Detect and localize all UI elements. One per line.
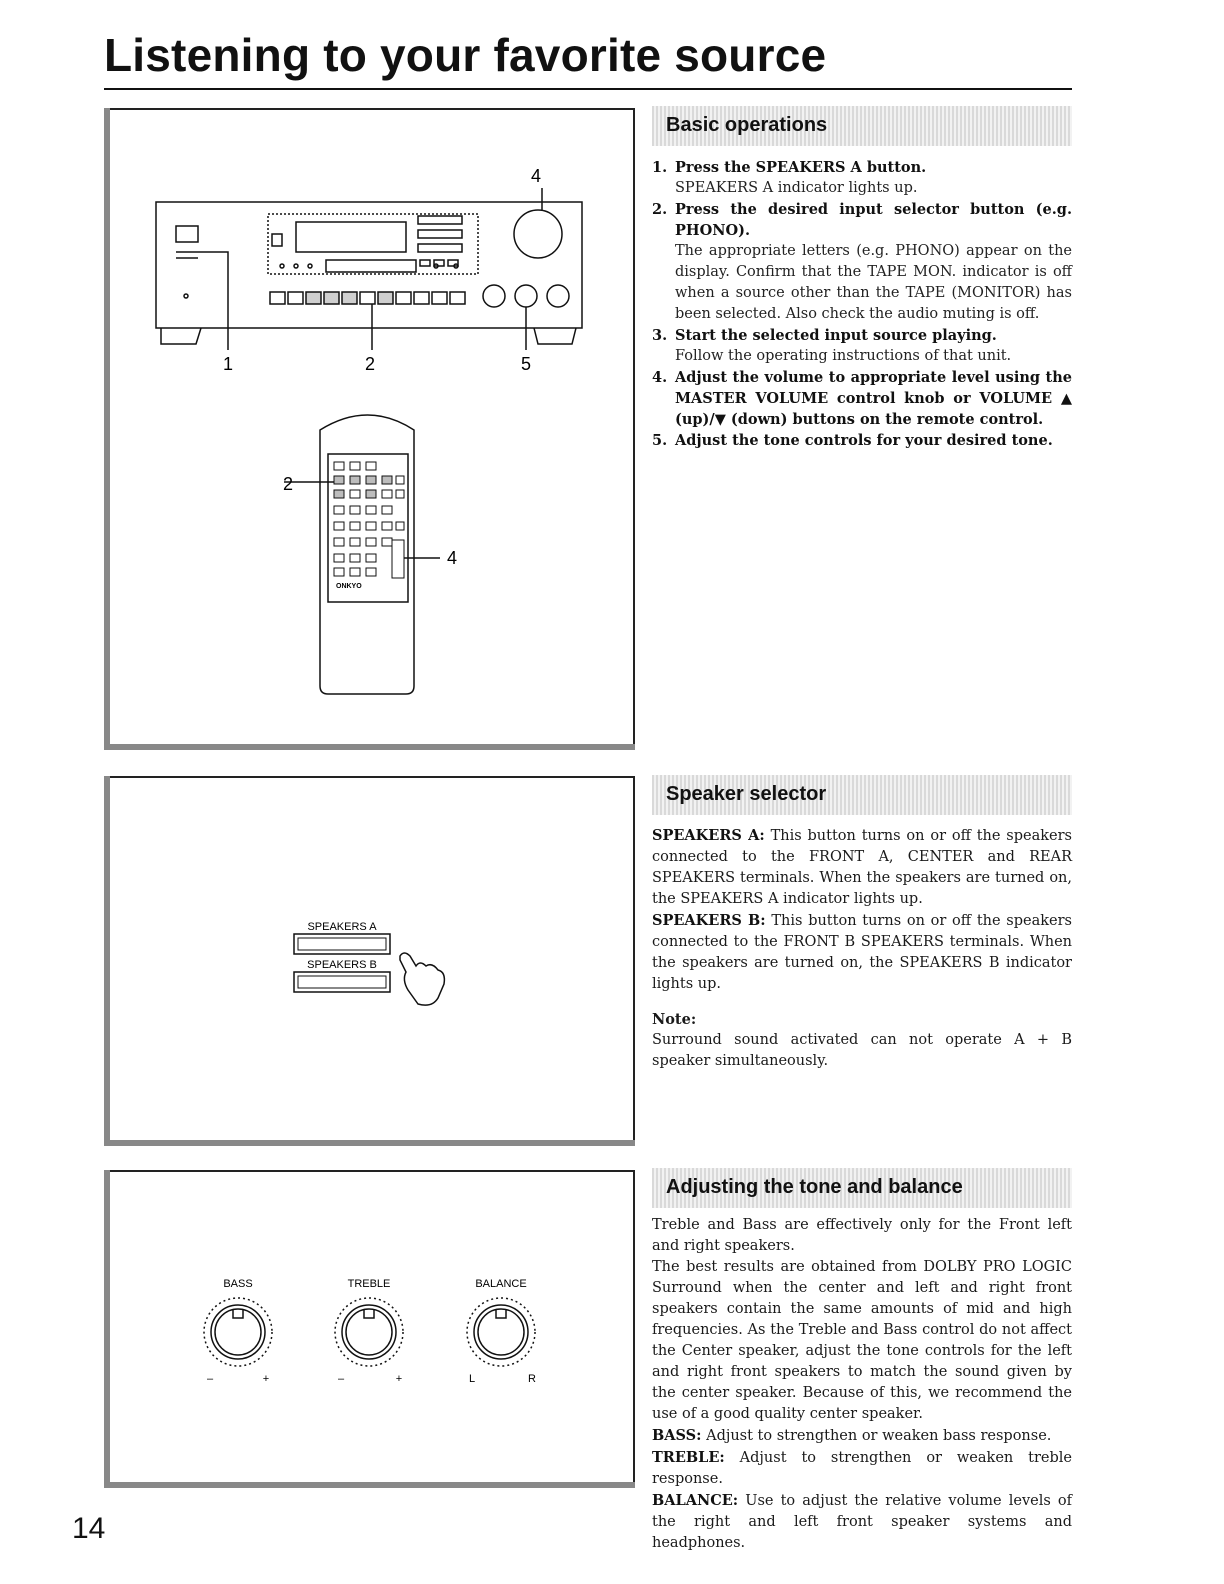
speakers-b-description: SPEAKERS B: This button turns on or off the speakers connected to the FRONT B SPEAKERS terminals. When the speakers are turned on, the SPEAKERS B indicator lights up.	[652, 912, 1072, 992]
balance-max: R	[528, 1373, 536, 1385]
page-title: Listening to your favorite source	[104, 29, 827, 81]
display-indicator	[272, 234, 282, 246]
callout-4: 4	[530, 166, 542, 186]
speakers-a-button[interactable]	[294, 934, 390, 954]
figure-speaker-buttons	[104, 776, 635, 1146]
speaker-selector-title: Speaker selector	[666, 783, 827, 805]
tone-balance-heading	[652, 1168, 1072, 1208]
speakers-b-button[interactable]	[294, 972, 390, 992]
page-number: 14	[72, 1512, 106, 1545]
callout-1: 1	[222, 354, 234, 374]
note-text: Surround sound activated can not operate A + B speaker simultaneously.	[652, 1032, 1072, 1069]
step-5: 5. Adjust the tone controls for your desired tone.	[652, 432, 1053, 449]
display-bar	[326, 260, 416, 272]
remote-callout-4: 4	[446, 548, 458, 568]
treble-label: TREBLE	[347, 1278, 391, 1290]
power-indicator	[176, 226, 198, 242]
bass-min: –	[206, 1373, 214, 1385]
basic-operations-heading	[652, 106, 1072, 146]
receiver-illustration	[156, 188, 582, 350]
treble-min: –	[337, 1373, 345, 1385]
speakers-a-label: SPEAKERS A	[307, 921, 377, 933]
step-4: 4. Adjust the volume to appropriate level using the MASTER VOLUME control knob or VOLUME ▲ (up)/▼ (down) buttons on the remote control.	[652, 369, 1072, 428]
balance-min: L	[468, 1373, 476, 1385]
tone-knob-2	[515, 285, 537, 307]
treble-knob[interactable]	[335, 1298, 403, 1366]
balance-label: BALANCE	[475, 1278, 527, 1290]
remote-buttons	[334, 462, 404, 578]
step-1: 1. Press the SPEAKERS A button. SPEAKERS A indicator lights up.	[652, 159, 927, 196]
tone-balance-text	[652, 1215, 1072, 1554]
tone-knob-3	[547, 285, 569, 307]
treble-description: TREBLE: Adjust to strengthen or weaken treble response.	[652, 1449, 1072, 1487]
remote-volume-buttons	[392, 540, 404, 578]
master-volume-knob	[514, 210, 562, 258]
display-dot	[280, 264, 284, 268]
callout-2: 2	[364, 354, 376, 374]
speakers-b-label: SPEAKERS B	[307, 959, 377, 971]
receiver-foot-left	[161, 328, 201, 344]
treble-max: +	[395, 1373, 403, 1385]
remote-callout-2: 2	[282, 474, 294, 494]
balance-description: BALANCE: Use to adjust the relative volume levels of the right and left front speaker systems and headphones.	[652, 1492, 1072, 1551]
tone-knob-1	[483, 285, 505, 307]
hand-pointer-icon	[400, 953, 444, 1005]
figure-tone-knobs	[104, 1170, 635, 1488]
speaker-buttons-illustration	[106, 778, 635, 1146]
bass-max: +	[262, 1373, 270, 1385]
speakers-a-description: SPEAKERS A: This button turns on or off the speakers connected to the FRONT A, CENTER and REAR SPEAKERS terminals. When the speakers are turned on, the SPEAKERS A indicator lights up.	[652, 827, 1072, 907]
power-led	[184, 294, 188, 298]
tone-paragraph-2: The best results are obtained from DOLBY PRO LOGIC Surround when the center and left and right front speakers contain the same amounts of mid and high frequencies. As the Treble and Bass control do not affect the Center speaker, adjust the tone controls for the left and right front speakers to match the sound given by the center speaker. Because of this, we recommend the use of a good quality center speaker.	[652, 1259, 1072, 1422]
bass-knob[interactable]	[204, 1298, 272, 1366]
speaker-selector-heading	[652, 775, 1072, 815]
leader-line-1	[198, 252, 228, 350]
step-2: 2. Press the desired input selector button (e.g. PHONO). The appropriate letters (e.g. PHONO) appear on the display. Confirm that the TAPE MON. indicator is off when a source other than the TAPE (MONITOR) has been selected. Also check the audio muting is off.	[652, 201, 1072, 322]
speaker-selector-text	[652, 825, 1072, 1072]
receiver-foot-right	[534, 328, 576, 344]
balance-knob[interactable]	[467, 1298, 535, 1366]
input-selector-buttons	[270, 292, 465, 304]
bass-description: BASS: Adjust to strengthen or weaken bass response.	[652, 1427, 1052, 1444]
remote-illustration	[284, 415, 440, 694]
display-window	[296, 222, 406, 252]
note-label: Note:	[652, 1011, 697, 1028]
basic-operations-title: Basic operations	[666, 114, 828, 136]
tone-balance-title: Adjusting the tone and balance	[666, 1176, 963, 1198]
bass-label: BASS	[223, 1278, 253, 1290]
step-3: 3. Start the selected input source playing. Follow the operating instructions of that unit.	[652, 327, 1012, 364]
callout-5: 5	[520, 354, 532, 374]
tone-paragraph-1: Treble and Bass are effectively only for the Front left and right speakers.	[652, 1217, 1072, 1254]
receiver-remote-illustration	[106, 110, 635, 750]
figure-receiver-remote	[104, 108, 635, 750]
title-rule	[104, 88, 1072, 90]
remote-brand: ONKYO	[336, 583, 362, 590]
basic-operations-steps	[652, 157, 1072, 451]
tone-knobs-illustration	[106, 1172, 635, 1488]
display-segment	[418, 216, 462, 224]
